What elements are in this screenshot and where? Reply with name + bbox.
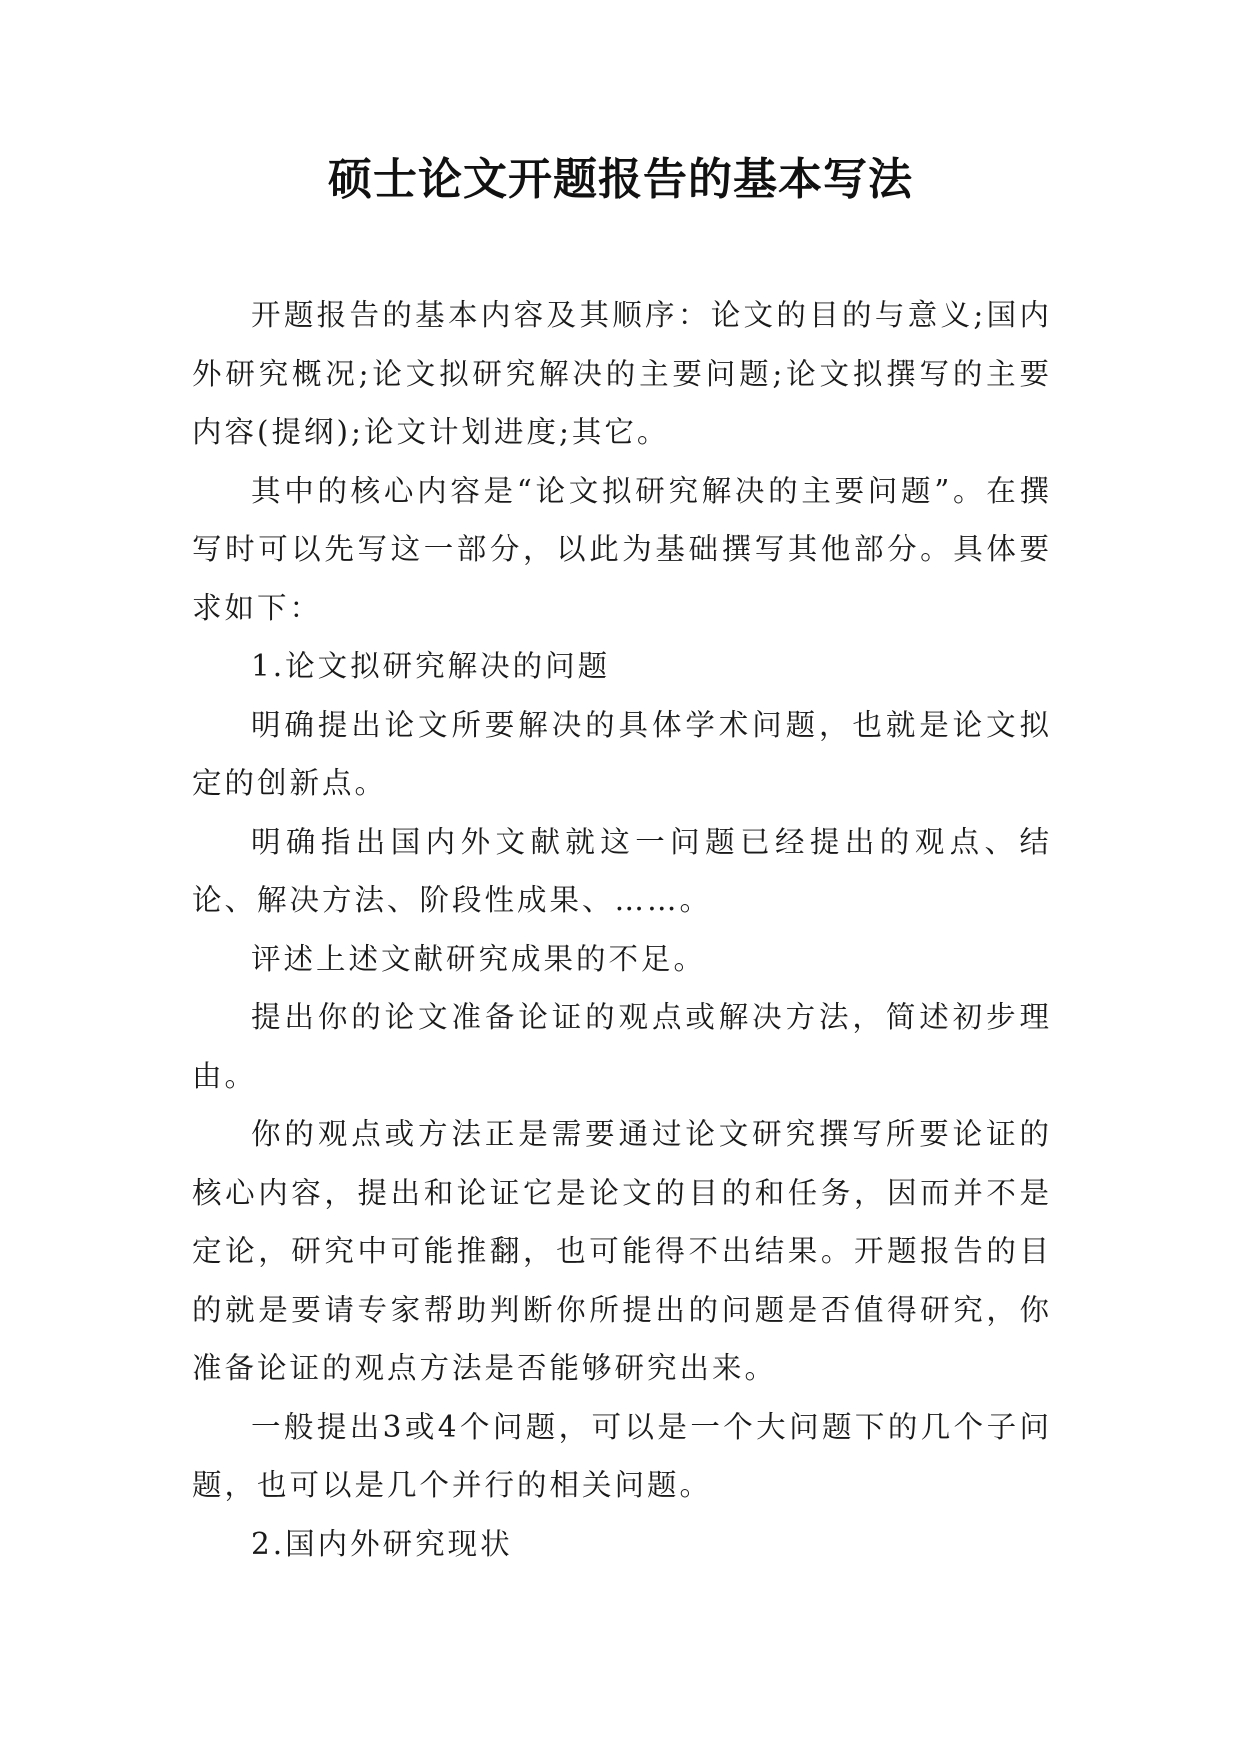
section-heading: 1.论文拟研究解决的问题 — [251, 649, 611, 683]
paragraph: 明确提出论文所要解决的具体学术问题，也就是论文拟定的创新点。 — [192, 707, 1052, 800]
document-body — [192, 286, 1052, 1573]
paragraph: 明确指出国内外文献就这一问题已经提出的观点、结论、解决方法、阶段性成果、……。 — [192, 824, 1052, 917]
paragraph: 其中的核心内容是“论文拟研究解决的主要问题”。在撰写时可以先写这一部分，以此为基础撰写其他部分。具体要求如下： — [192, 473, 1052, 625]
paragraph: 评述上述文献研究成果的不足。 — [251, 941, 707, 976]
document-title: 硕士论文开题报告的基本写法 — [328, 154, 913, 205]
paragraph: 一般提出3或4个问题，可以是一个大问题下的几个子问题，也可以是几个并行的相关问题。 — [192, 1409, 1052, 1502]
paragraph: 你的观点或方法正是需要通过论文研究撰写所要论证的核心内容，提出和论证它是论文的目的和任务，因而并不是定论，研究中可能推翻，也可能得不出结果。开题报告的目的就是要请专家帮助判断你所提出的问题是否值得研究，你准备论证的观点方法是否能够研究出来。 — [192, 1117, 1052, 1385]
paragraph: 开题报告的基本内容及其顺序：论文的目的与意义;国内外研究概况;论文拟研究解决的主要问题;论文拟撰写的主要内容(提纲);论文计划进度;其它。 — [192, 298, 1052, 449]
section-heading: 2.国内外研究现状 — [251, 1526, 513, 1561]
paragraph: 提出你的论文准备论证的观点或解决方法，简述初步理由。 — [192, 1000, 1052, 1093]
